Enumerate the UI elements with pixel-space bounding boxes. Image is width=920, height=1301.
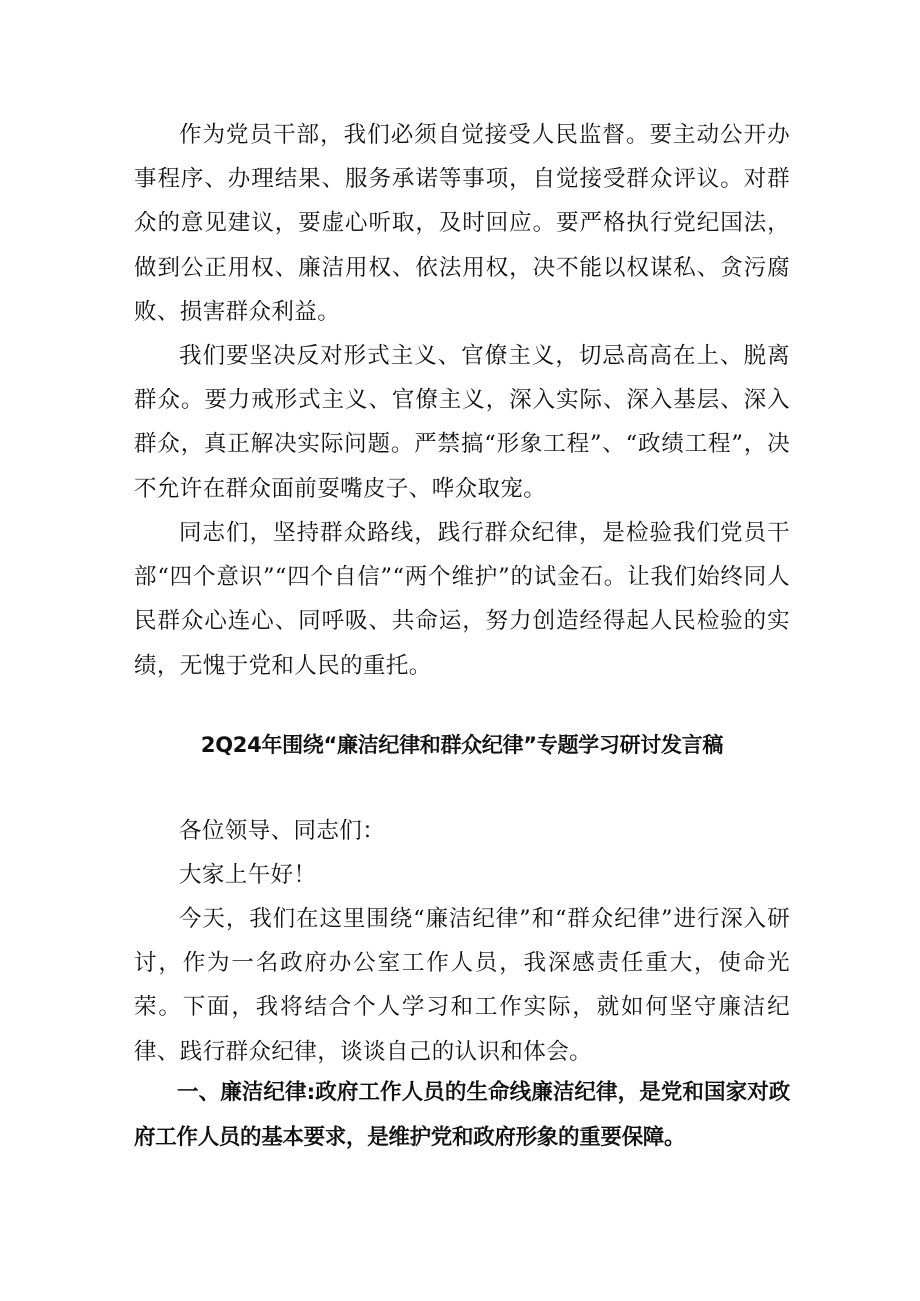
greeting-line: 各位领导、同志们： (179, 818, 386, 844)
paragraph-anti-formalism: 我们要坚决反对形式主义、官僚主义，切忌高高在上、脱离群众。要力戒形式主义、官僚主义，深入实际、深入基层、深入群众，真正解决实际问题。严禁搞“形象工程”、“政绩工程”，决不允许在群众面前耍嘴皮子、哗众取宠。 (134, 343, 790, 502)
paragraph-conclusion: 同志们，坚持群众路线，践行群众纪律，是检验我们党员干部“四个意识”“四个自信”“两个维护”的试金石。让我们始终同人民群众心连心、同呼吸、共命运，努力创造经得起人民检验的实绩，无愧于党和人民的重托。 (134, 520, 790, 679)
paragraph-intro: 今天，我们在这里围绕“廉洁纪律”和“群众纪律”进行深入研讨，作为一名政府办公室工作人员，我深感责任重大，使命光荣。下面，我将结合个人学习和工作实际，就如何坚守廉洁纪律、践行群众纪律，谈谈自己的认识和体会。 (134, 906, 790, 1065)
paragraph-supervision: 作为党员干部，我们必须自觉接受人民监督。要主动公开办事程序、办理结果、服务承诺等事项，自觉接受群众评议。对群众的意见建议，要虚心听取，及时回应。要严格执行党纪国法，做到公正用权、廉洁用权、依法用权，决不能以权谋私、贪污腐败、损害群众利益。 (134, 122, 790, 325)
document-title: 2Q24年围绕“廉洁纪律和群众纪律”专题学习研讨发言稿 (200, 733, 724, 757)
salutation-line: 大家上午好！ (179, 862, 317, 888)
section-heading-integrity: 一、廉洁纪律:政府工作人员的生命线廉洁纪律，是党和国家对政府工作人员的基本要求，是维护党和政府形象的重要保障。 (134, 1080, 790, 1150)
